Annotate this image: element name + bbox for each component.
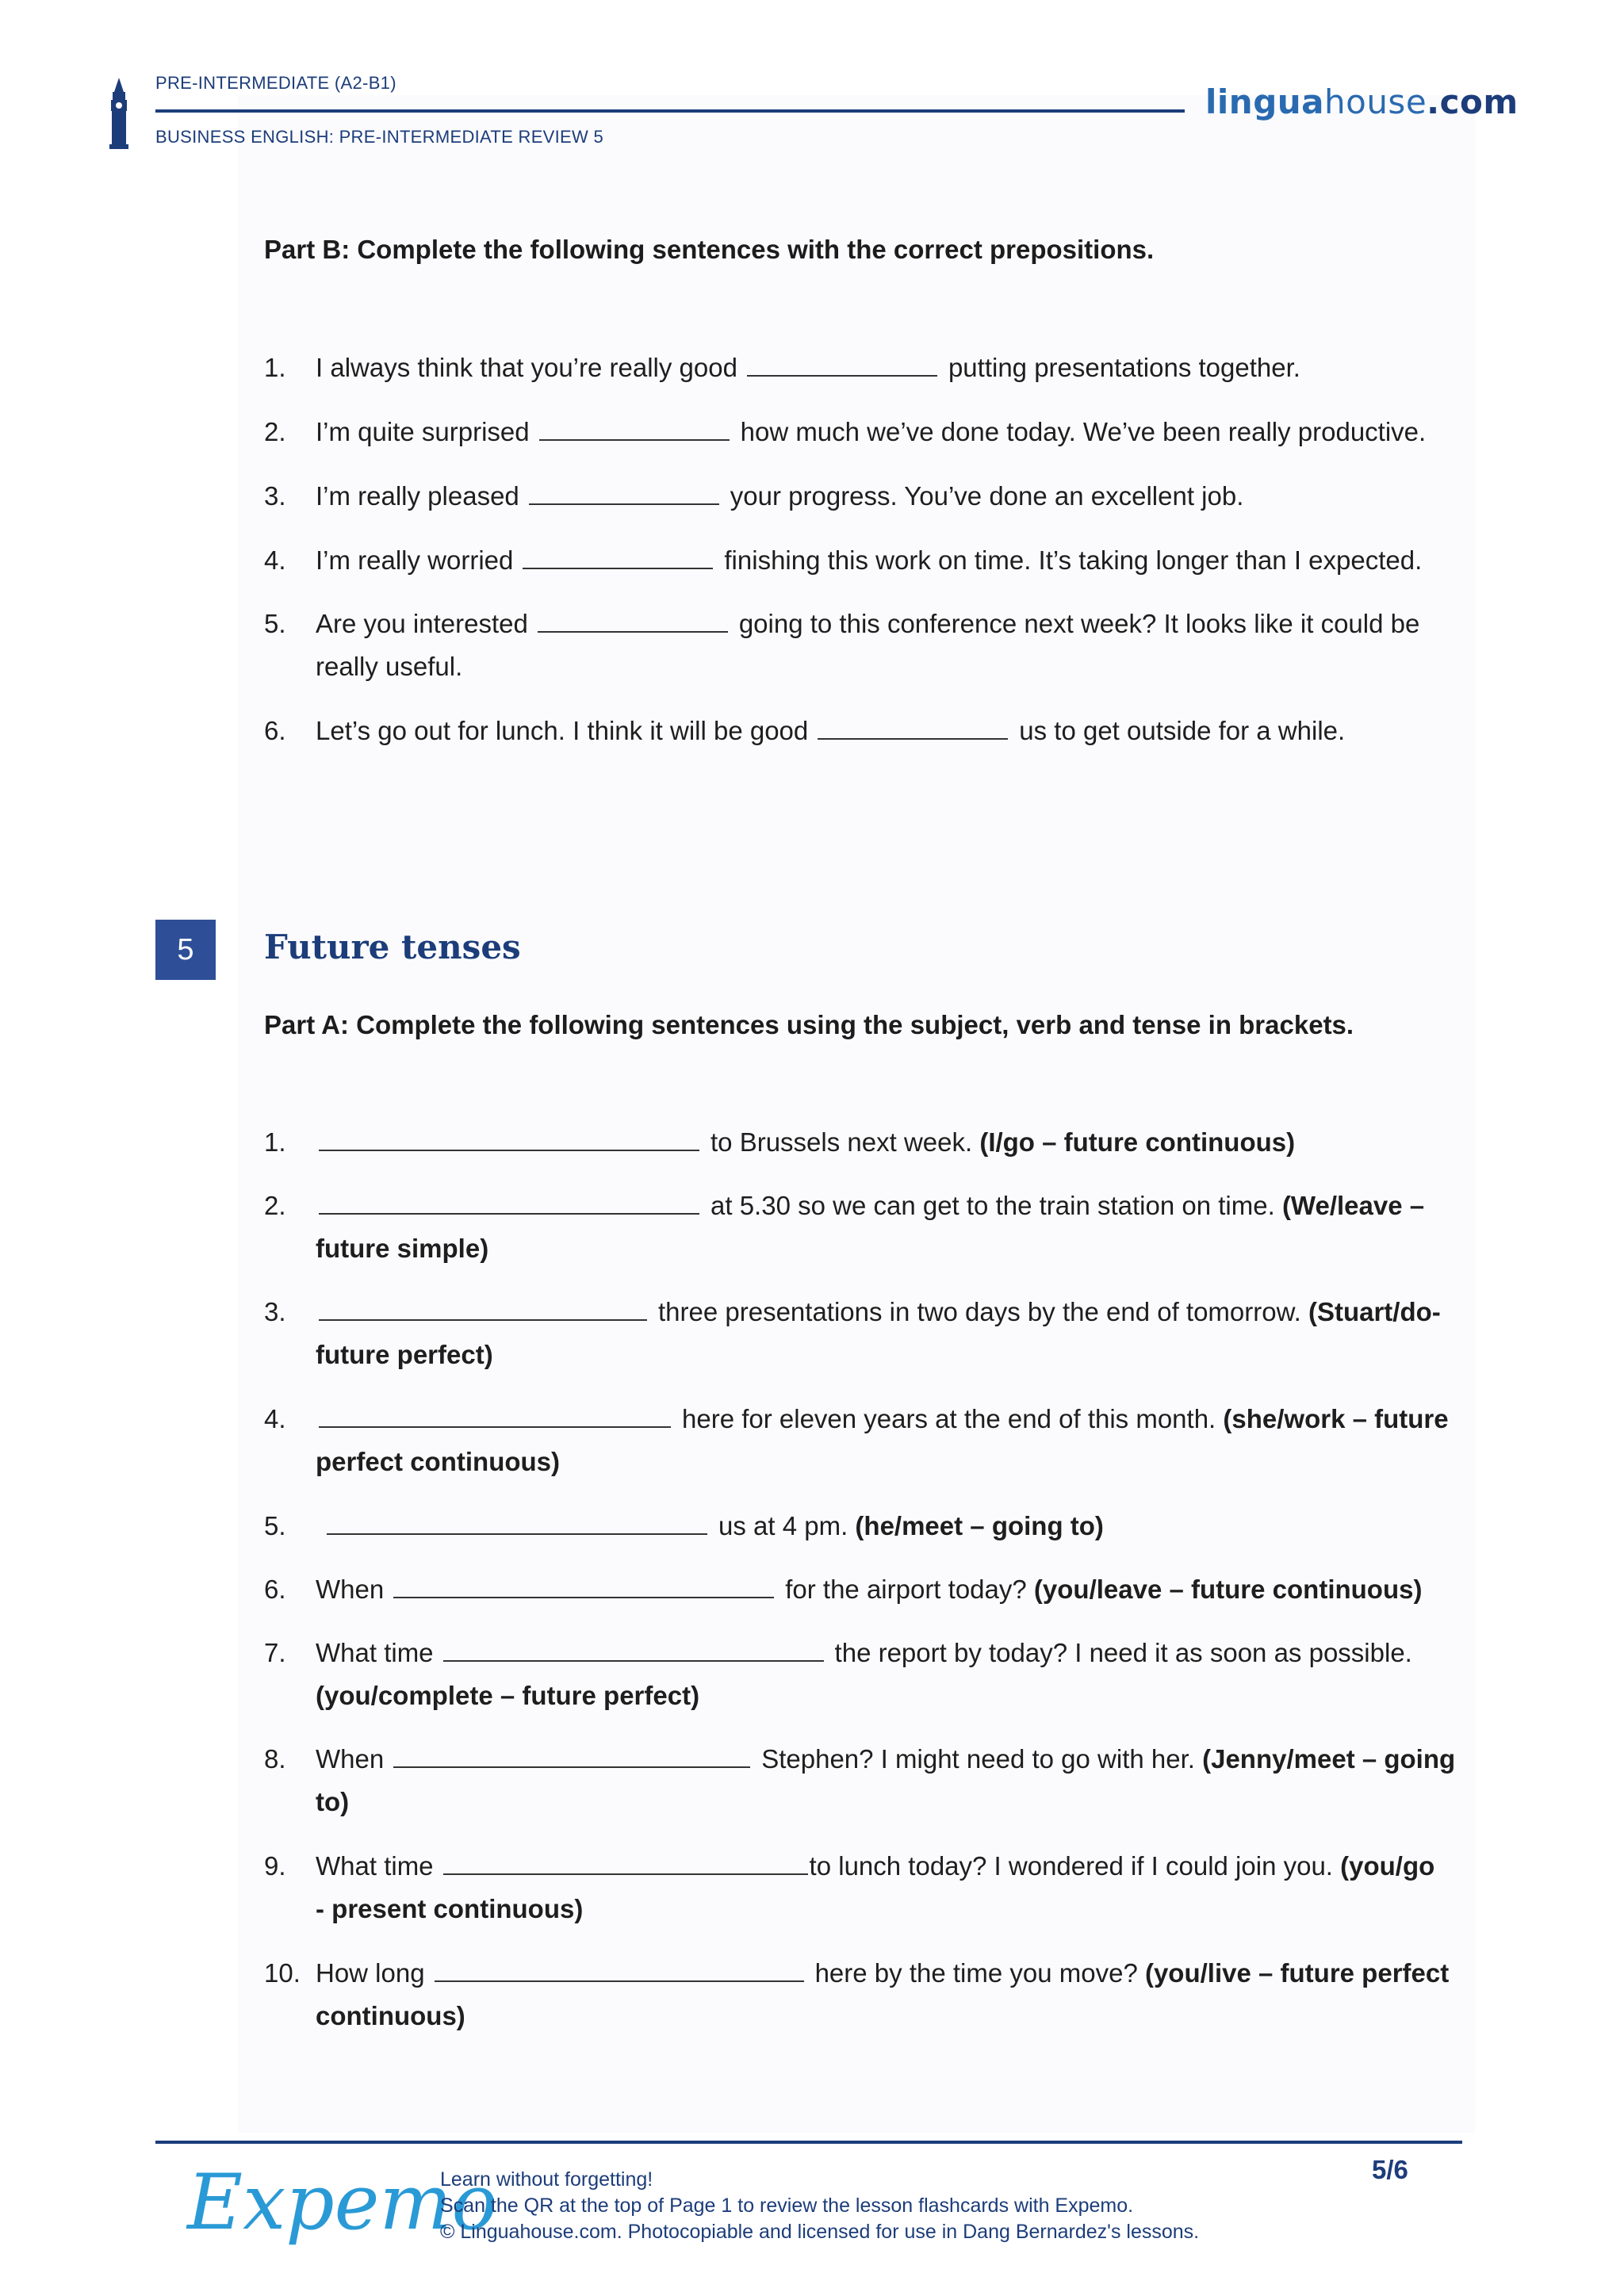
course-label: BUSINESS ENGLISH: PRE-INTERMEDIATE REVIEW 5 <box>155 127 604 147</box>
blank-field[interactable] <box>538 614 728 633</box>
blank-field[interactable] <box>443 1856 808 1875</box>
exercise-line-continued: perfect continuous) <box>316 1447 561 1476</box>
blank-field[interactable] <box>523 550 713 569</box>
section-title: Future tenses <box>264 928 521 966</box>
exercise-line: here for eleven years at the end of this month. (she/work – future <box>316 1404 1449 1434</box>
level-label: PRE-INTERMEDIATE (A2-B1) <box>155 73 396 93</box>
exercise-line: How long here by the time you move? (you/live – future perfect <box>316 1958 1450 1988</box>
blank-field[interactable] <box>818 721 1008 740</box>
exercise-line: us at 4 pm. (he/meet – going to) <box>316 1511 1104 1541</box>
item-number: 9. <box>264 1851 286 1881</box>
footer-rule <box>155 2141 1462 2144</box>
logo-part-a: lingua <box>1205 82 1324 121</box>
exercise-line-continued: (you/complete – future perfect) <box>316 1681 700 1710</box>
blank-field[interactable] <box>319 1196 699 1215</box>
blank-field[interactable] <box>319 1302 647 1321</box>
exercise-line-continued: - present continuous) <box>316 1894 584 1923</box>
exercise-line: to Brussels next week. (I/go – future continuous) <box>316 1127 1295 1158</box>
item-number: 2. <box>264 1191 286 1220</box>
exercise-line: I’m really pleased your progress. You’ve done an excellent job. <box>316 481 1244 511</box>
section-number-badge: 5 <box>155 920 216 980</box>
exercise-line: I’m quite surprised how much we’ve done today. We’ve been really productive. <box>316 417 1427 446</box>
exercise-line: I always think that you’re really good putting presentations together. <box>316 353 1300 382</box>
exercise-line: When for the airport today? (you/leave – future continuous) <box>316 1575 1423 1604</box>
blank-field[interactable] <box>327 1516 707 1535</box>
item-number: 5. <box>264 1511 286 1540</box>
exercise-line: What time the report by today? I need it as soon as possible. <box>316 1638 1412 1667</box>
header-rule <box>155 109 1185 113</box>
blank-field[interactable] <box>747 358 937 377</box>
blank-field[interactable] <box>319 1132 699 1151</box>
exercise-line-continued: really useful. <box>316 652 463 681</box>
item-number: 10. <box>264 1958 301 1988</box>
item-number: 3. <box>264 481 286 511</box>
item-number: 2. <box>264 417 286 446</box>
item-number: 8. <box>264 1744 286 1774</box>
item-number: 4. <box>264 1404 286 1433</box>
logo-part-b: house <box>1324 82 1427 121</box>
blank-field[interactable] <box>539 422 730 441</box>
item-number: 1. <box>264 353 286 382</box>
exercise-line: Let’s go out for lunch. I think it will be good us to get outside for a while. <box>316 716 1346 745</box>
blank-field[interactable] <box>443 1643 824 1662</box>
exercise-line-continued: future perfect) <box>316 1340 493 1369</box>
item-number: 7. <box>264 1638 286 1667</box>
blank-field[interactable] <box>393 1749 750 1768</box>
item-number: 5. <box>264 609 286 638</box>
exercise-line: I’m really worried finishing this work on time. It’s taking longer than I expected. <box>316 545 1423 575</box>
item-number: 1. <box>264 1127 286 1157</box>
exercise-line-continued: continuous) <box>316 2001 465 2030</box>
item-number: 3. <box>264 1297 286 1326</box>
exercise-line: When Stephen? I might need to go with her. (Jenny/meet – going <box>316 1744 1456 1774</box>
item-number: 4. <box>264 545 286 575</box>
logo-part-c: .com <box>1427 82 1519 121</box>
exercise-line: Are you interested going to this conference next week? It looks like it could be <box>316 609 1420 638</box>
blank-field[interactable] <box>435 1963 804 1982</box>
exercise-line: three presentations in two days by the end of tomorrow. (Stuart/do- <box>316 1297 1441 1327</box>
big-ben-icon <box>103 78 135 149</box>
linguahouse-logo[interactable] <box>1205 82 1519 121</box>
exercise-line: at 5.30 so we can get to the train station on time. (We/leave – <box>316 1191 1424 1221</box>
footer-copyright: © Linguahouse.com. Photocopiable and licensed for use in Dang Bernardez's lessons. <box>440 2221 1200 2243</box>
blank-field[interactable] <box>529 486 719 505</box>
blank-field[interactable] <box>393 1579 774 1598</box>
page-background <box>238 95 1475 2133</box>
item-number: 6. <box>264 716 286 745</box>
part-b-title: Part B: Complete the following sentences with the correct prepositions. <box>264 235 1155 264</box>
exercise-line-continued: future simple) <box>316 1234 489 1263</box>
exercise-line-continued: to) <box>316 1787 350 1816</box>
page-number: 5/6 <box>1372 2155 1408 2184</box>
part-a-title: Part A: Complete the following sentences using the subject, verb and tense in brackets. <box>264 1010 1354 1039</box>
exercise-line: What time to lunch today? I wondered if I could join you. (you/go <box>316 1851 1435 1881</box>
item-number: 6. <box>264 1575 286 1604</box>
expemo-logo[interactable]: Expemo <box>187 2158 498 2247</box>
footer-qr-note: Scan the QR at the top of Page 1 to review the lesson flashcards with Expemo. <box>440 2195 1134 2217</box>
blank-field[interactable] <box>319 1409 671 1428</box>
footer-tagline: Learn without forgetting! <box>440 2168 653 2191</box>
